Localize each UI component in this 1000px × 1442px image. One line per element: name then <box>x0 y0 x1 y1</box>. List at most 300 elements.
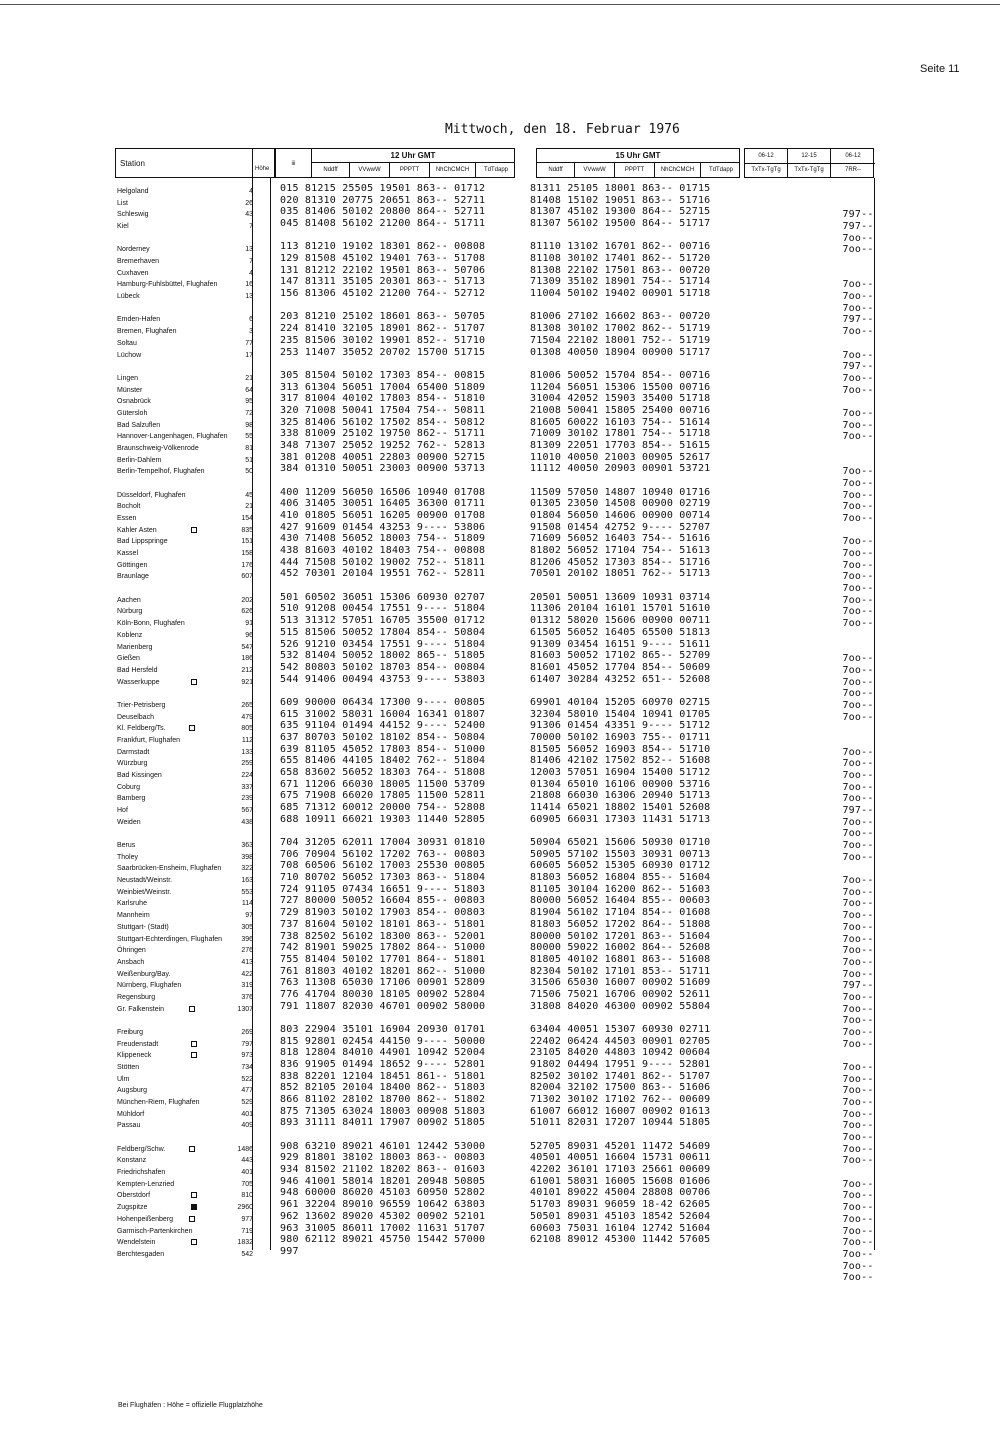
station-name: Berlin-Tempelhof, Flughafen <box>117 468 205 476</box>
station-name: Augsburg <box>117 1087 147 1095</box>
obs-15-row: 71609 56052 16403 754-- 51616 <box>530 533 711 545</box>
station-row <box>117 1167 253 1178</box>
obs-15-row: 81110 13102 16701 862-- 00716 <box>530 241 711 253</box>
station-row <box>117 980 253 991</box>
station-name: Nürnberg, Flughafen <box>117 982 182 990</box>
station-hoehe: 396 <box>241 935 253 943</box>
obs-15-row: 82304 50102 17101 853-- 51711 <box>530 965 711 977</box>
obs-12-row: 035 81406 50102 20800 864-- 52711 <box>280 206 486 218</box>
station-hoehe: 547 <box>241 643 253 651</box>
obs-15-row: 60905 66031 17303 11431 51713 <box>530 813 711 825</box>
extremes-row: 7oo-- <box>842 1248 874 1260</box>
obs-15-row: 21808 66030 16306 20940 51713 <box>530 790 711 802</box>
station-row <box>117 875 253 886</box>
extremes-row: 7oo-- <box>842 699 874 711</box>
extremes-row: 797-- <box>842 221 874 233</box>
hoehe-header-label: Höhe <box>255 166 270 172</box>
station-hoehe: 1486 <box>237 1145 253 1153</box>
station-hoehe: 26 <box>245 199 253 207</box>
station-name: Zugspitze <box>117 1204 148 1212</box>
obs-15-row: 81803 56052 17202 864-- 51808 <box>530 918 711 930</box>
extremes-row: 7oo-- <box>842 302 874 314</box>
sub-tt-label: TxTx-TgTg <box>745 163 788 177</box>
station-row <box>117 747 253 758</box>
obs-12-row: 501 60502 36051 15306 60930 02707 <box>280 591 486 603</box>
obs-15-row: 71309 35102 18901 754-- 51714 <box>530 276 711 288</box>
station-row <box>117 1202 253 1213</box>
station-name: Frankfurt, Flughafen <box>117 736 181 744</box>
extremes-row: 7oo-- <box>842 372 874 384</box>
station-hoehe: 835 <box>241 526 253 534</box>
obs-12-row: 637 80703 50102 18102 854-- 50804 <box>280 731 486 743</box>
obs-12-row: 444 71508 50102 19002 752-- 51811 <box>280 556 486 568</box>
station-row <box>117 653 253 664</box>
obs-15-row: 81308 22102 17501 863-- 00720 <box>530 264 711 276</box>
station-name: Münster <box>117 386 143 394</box>
station-name: Gr. Falkenstein <box>117 1005 165 1013</box>
obs-15-row: 91508 01454 42752 9---- 52707 <box>530 521 711 533</box>
open-square-icon <box>191 527 197 533</box>
obs-15-row: 50501 89031 45103 18542 52604 <box>530 1210 711 1222</box>
obs-12-row: 515 81506 50052 17804 854-- 50804 <box>280 626 486 638</box>
extremes-row: 7oo-- <box>842 875 874 887</box>
station-hoehe: 305 <box>241 923 253 931</box>
obs-15-row: 61407 30284 43252 651-- 52608 <box>530 673 711 685</box>
obs-12-row: 704 31205 62011 17004 30931 01810 <box>280 837 486 849</box>
extremes-row: 7oo-- <box>842 501 874 513</box>
station-hoehe: 479 <box>241 713 253 721</box>
obs-12-row: 609 90000 06434 17300 9---- 00805 <box>280 696 486 708</box>
station-name: Coburg <box>117 783 140 791</box>
extremes-row: 7oo-- <box>842 1108 874 1120</box>
station-hoehe: 1307 <box>237 1005 253 1013</box>
h1215-label: 12-15 <box>788 149 831 164</box>
station-row <box>117 712 253 723</box>
obs-12-row: 203 81210 25102 18601 863-- 50705 <box>280 311 486 323</box>
obs-15-row: 81406 42102 17502 852-- 51608 <box>530 755 711 767</box>
station-row <box>117 1144 253 1155</box>
open-square-icon <box>189 1146 195 1152</box>
obs-15-row: 31004 42052 15903 35400 51718 <box>530 393 711 405</box>
obs-15-row: 20501 50051 13609 10931 03714 <box>530 591 711 603</box>
open-square-icon <box>189 1006 195 1012</box>
obs-12-row: 510 91208 00454 17551 9---- 51804 <box>280 603 486 615</box>
station-row <box>117 1027 253 1038</box>
station-hoehe: 45 <box>245 491 253 499</box>
station-hoehe: 50 <box>245 468 253 476</box>
extremes-row: 7oo-- <box>842 431 874 443</box>
station-name: Nürburg <box>117 608 143 616</box>
station-hoehe: 921 <box>241 678 253 686</box>
obs-15-row: 11004 50102 19402 00901 51718 <box>530 288 711 300</box>
station-hoehe: 705 <box>241 1180 253 1188</box>
obs-15-row: 01304 65010 16106 00900 53716 <box>530 778 711 790</box>
station-row <box>117 1155 253 1166</box>
station-name: Kiel <box>117 223 129 231</box>
extremes-row: 7oo-- <box>842 1062 874 1073</box>
obs-15-row: 81601 45052 17704 854-- 50609 <box>530 661 711 673</box>
station-name: Ansbach <box>117 958 145 966</box>
station-name: Regensburg <box>117 993 156 1001</box>
obs-15-row: 71302 30102 17102 762-- 00609 <box>530 1094 711 1106</box>
station-row <box>117 969 253 980</box>
station-hoehe: 2960 <box>237 1204 253 1212</box>
footer-note: Bei Flughäfen : Höhe = offizielle Flugplatzhöhe <box>118 1402 263 1409</box>
obs-15-row: 81006 27102 16602 863-- 00720 <box>530 311 711 323</box>
extremes-row: 7oo-- <box>842 384 874 396</box>
obs-15-row: 11414 65021 18802 15401 52608 <box>530 802 711 814</box>
station-name: Stuttgart-Echterdingen, Flughafen <box>117 935 223 943</box>
station-hoehe: 154 <box>241 515 253 523</box>
obs-12-row: 776 41704 80030 18105 00902 52804 <box>280 988 486 1000</box>
station-name: Aachen <box>117 596 141 604</box>
obs-15-row: 69901 40104 15205 60970 02715 <box>530 696 711 708</box>
station-hoehe: 319 <box>241 982 253 990</box>
extremes-row: 7oo-- <box>842 688 874 700</box>
obs-15-row: 60603 75031 16104 12742 51604 <box>530 1222 711 1234</box>
station-name: Feldberg/Schw. <box>117 1145 166 1153</box>
obs-15-row: 50905 57102 15503 30931 00713 <box>530 848 711 860</box>
date-line: Mittwoch, den 18. Februar 1976 <box>445 122 680 137</box>
station-name: Friedrichshafen <box>117 1169 166 1177</box>
extremes-row: 7oo-- <box>842 466 874 478</box>
col-nh-15: NhChCMCH <box>655 163 701 177</box>
station-row <box>117 934 253 945</box>
station-row <box>117 420 253 431</box>
obs-15-row: 63404 40051 15307 60930 02711 <box>530 1023 711 1035</box>
sub-tt2-label: TxTx-TgTg <box>788 163 831 177</box>
extremes-row: 7oo-- <box>842 828 874 840</box>
obs-12-row: 338 81009 25102 19750 862-- 51711 <box>280 428 486 440</box>
station-row <box>117 373 253 384</box>
extremes-row: 7oo-- <box>842 232 874 244</box>
station-header-label: Station <box>120 159 145 168</box>
sub-rr-label: 7RR-- <box>845 167 861 173</box>
obs-15-row: 80000 59022 16002 864-- 52608 <box>530 942 711 954</box>
station-row <box>117 244 253 255</box>
obs-15-row: 11010 40050 21003 00905 52617 <box>530 451 711 463</box>
extremes-row: 7oo-- <box>842 793 874 805</box>
station-name: Karlsruhe <box>117 900 147 908</box>
station-name: Essen <box>117 515 137 523</box>
station-name: Braunschweig-Völkenrode <box>117 444 199 452</box>
station-hoehe: 151 <box>241 538 253 546</box>
open-square-icon <box>191 1041 197 1047</box>
iii-rule <box>270 178 271 1250</box>
station-hoehe: 98 <box>245 421 253 429</box>
obs-15-row: 61007 66012 16007 00902 01613 <box>530 1105 711 1117</box>
station-hoehe: 553 <box>241 888 253 896</box>
obs-12-row: 708 60506 56102 17003 25530 00805 <box>280 860 486 872</box>
extremes-row: 7oo-- <box>842 291 874 303</box>
station-row <box>117 186 253 197</box>
station-hoehe: 477 <box>241 1087 253 1095</box>
extremes-row: 7oo-- <box>842 746 874 758</box>
obs-12-row: 946 41001 58014 18201 20948 50805 <box>280 1175 486 1187</box>
obs-12-row: 893 31111 84011 17907 00902 51805 <box>280 1117 486 1129</box>
extremes-row: 7oo-- <box>842 991 874 1003</box>
station-name: Darmstadt <box>117 748 150 756</box>
obs-12-row: 452 70301 20104 19551 762-- 52811 <box>280 568 486 580</box>
station-hoehe: 13 <box>245 293 253 301</box>
obs-12-row: 129 81508 45102 19401 763-- 51708 <box>280 253 486 265</box>
station-hoehe: 7 <box>249 258 253 266</box>
station-name: Cuxhaven <box>117 269 149 277</box>
station-row <box>117 513 253 524</box>
extremes-row: 797-- <box>842 805 874 817</box>
obs-15-row: 81308 30102 17002 862-- 51719 <box>530 323 711 335</box>
obs-15-row: 31506 65030 16007 00902 51609 <box>530 977 711 989</box>
extremes-row: 7oo-- <box>842 910 874 922</box>
gmt12-header <box>275 148 515 178</box>
station-row <box>117 338 253 349</box>
obs-12-row: 727 80000 50052 16604 855-- 00803 <box>280 895 486 907</box>
station-row <box>117 1004 253 1015</box>
station-hoehe: 176 <box>241 561 253 569</box>
obs-15-row: 11509 57050 14807 10940 01716 <box>530 486 711 498</box>
station-name: Bremen, Flughafen <box>117 328 177 336</box>
extremes-row: 7oo-- <box>842 933 874 945</box>
station-name: Hannover-Langenhagen, Flughafen <box>117 433 228 441</box>
obs-12-row: 815 92801 02454 44150 9---- 50000 <box>280 1035 486 1047</box>
obs-15-row: 81105 30104 16200 862-- 51603 <box>530 883 711 895</box>
extremes-row: 7oo-- <box>842 349 874 361</box>
obs-15-row: 51011 82031 17207 10944 51805 <box>530 1117 711 1129</box>
extremes-row: 7oo-- <box>842 606 874 618</box>
station-row <box>117 630 253 641</box>
extremes-row: 7oo-- <box>842 1038 874 1050</box>
station-name: Wendelstein <box>117 1239 156 1247</box>
obs-15-row: 81904 56102 17104 854-- 01608 <box>530 907 711 919</box>
station-name: Kassel <box>117 550 139 558</box>
station-row <box>117 455 253 466</box>
obs-15-row: 82502 30102 17401 862-- 51707 <box>530 1070 711 1082</box>
station-row <box>117 408 253 419</box>
station-name: Soltau <box>117 339 137 347</box>
extremes-row: 7oo-- <box>842 1073 874 1085</box>
station-row <box>117 1109 253 1120</box>
obs-12-row: 615 31002 58031 16004 16341 01807 <box>280 708 486 720</box>
col-vvwww-15: VVwwW <box>575 163 615 177</box>
station-row <box>117 642 253 653</box>
obs-12-row: 729 81903 50102 17903 854-- 00803 <box>280 907 486 919</box>
obs-12-row: 147 81311 35105 20301 863-- 51713 <box>280 276 486 288</box>
station-hoehe: 3 <box>249 328 253 336</box>
obs-12-row: 313 61304 56051 17004 65400 51809 <box>280 381 486 393</box>
station-hoehe: 443 <box>241 1157 253 1165</box>
obs-12-row: 045 81408 56102 21200 864-- 51711 <box>280 218 486 230</box>
extremes-row: 7oo-- <box>842 1213 874 1225</box>
station-row <box>117 957 253 968</box>
obs-15-row: 32304 58010 15404 10941 01705 <box>530 708 711 720</box>
station-name: Freudenstadt <box>117 1040 159 1048</box>
station-hoehe: 43 <box>245 211 253 219</box>
station-name: Düsseldorf, Flughafen <box>117 491 186 499</box>
station-row <box>117 805 253 816</box>
obs-15-row: 61001 58031 16005 15608 01606 <box>530 1175 711 1187</box>
obs-15-row: 01804 56050 14606 00900 00714 <box>530 510 711 522</box>
obs-12-row: 655 81406 44105 18402 762-- 51804 <box>280 755 486 767</box>
station-hoehe: 265 <box>241 701 253 709</box>
station-row <box>117 863 253 874</box>
station-hoehe: 51 <box>245 456 253 464</box>
station-name: Trier-Petrisberg <box>117 701 166 709</box>
station-hoehe: 21 <box>245 503 253 511</box>
obs-15-row: 81307 56102 19500 864-- 51717 <box>530 218 711 230</box>
extremes-row: 7oo-- <box>842 1202 874 1214</box>
col-vvwww-12: VVwwW <box>350 163 390 177</box>
station-row <box>117 1249 253 1260</box>
station-hoehe: 4 <box>249 269 253 277</box>
station-row <box>117 396 253 407</box>
obs-15-row: 01312 58020 15606 00900 00711 <box>530 615 711 627</box>
station-row <box>117 536 253 547</box>
obs-15-row: 70000 50102 16903 755-- 01711 <box>530 731 711 743</box>
station-hoehe: 16 <box>245 281 253 289</box>
obs-12-row: 929 81801 38102 18003 863-- 00803 <box>280 1152 486 1164</box>
station-name: Hamburg-Fuhlsbüttel, Flughafen <box>117 281 218 289</box>
station-header <box>115 148 275 178</box>
station-row <box>117 1062 253 1073</box>
extremes-row: 7oo-- <box>842 1120 874 1132</box>
open-square-icon <box>191 1192 197 1198</box>
station-hoehe: 21 <box>245 374 253 382</box>
hoehe-divider <box>252 149 253 177</box>
station-hoehe: 55 <box>245 433 253 441</box>
station-name: Ulm <box>117 1075 130 1083</box>
station-hoehe: 607 <box>241 573 253 581</box>
station-name: Braunlage <box>117 573 149 581</box>
station-hoehe: 239 <box>241 795 253 803</box>
open-square-icon <box>191 1239 197 1245</box>
station-row <box>117 1237 253 1248</box>
obs-15-row: 11306 20104 16101 15701 51610 <box>530 603 711 615</box>
obs-15-row: 31808 84020 46300 00902 55804 <box>530 1000 711 1012</box>
extremes-row: 7oo-- <box>842 1225 874 1237</box>
station-name: Deuselbach <box>117 713 154 721</box>
obs-15-row: 81311 25105 18001 863-- 01715 <box>530 183 711 194</box>
station-row <box>117 595 253 606</box>
extremes-row: 7oo-- <box>842 816 874 828</box>
station-row <box>117 922 253 933</box>
obs-15-row: 62108 89012 45300 11442 57605 <box>530 1234 711 1246</box>
extremes-row: 7oo-- <box>842 1260 874 1272</box>
extremes-row: 7oo-- <box>842 1178 874 1190</box>
station-name: Hof <box>117 807 128 815</box>
obs-12-row: 113 81210 19102 18301 862-- 00808 <box>280 241 486 253</box>
extremes-row: 7oo-- <box>842 653 874 665</box>
station-row <box>117 700 253 711</box>
extremes-row: 7oo-- <box>842 1132 874 1144</box>
col-pppt-15: PPPTT <box>615 163 655 177</box>
extremes-row: 7oo-- <box>842 478 874 489</box>
obs-12-row: 742 81901 59025 17802 864-- 51000 <box>280 942 486 954</box>
station-hoehe: 363 <box>241 842 253 850</box>
obs-12-row: 706 70904 56102 17202 763-- 00803 <box>280 848 486 860</box>
h0612-label: 06-12 <box>745 149 788 164</box>
obs-12-row: 948 60000 86020 45103 60950 52802 <box>280 1187 486 1199</box>
station-name: Oberstdorf <box>117 1192 151 1200</box>
obs-15-row: 71504 22102 18001 752-- 51719 <box>530 334 711 346</box>
station-name: Weißenburg/Bay. <box>117 970 171 978</box>
obs-15-row: 81605 60022 16103 754-- 51614 <box>530 416 711 428</box>
station-name: Klippeneck <box>117 1052 152 1060</box>
extremes-row: 7oo-- <box>842 548 874 560</box>
obs-15-row: 81309 22051 17703 854-- 51615 <box>530 439 711 451</box>
obs-15-row: 91306 01454 43351 9---- 51712 <box>530 720 711 732</box>
station-hoehe: 212 <box>241 666 253 674</box>
obs-12-row: 639 81105 45052 17803 854-- 51000 <box>280 743 486 755</box>
station-hoehe: 438 <box>241 818 253 826</box>
station-name: Neustadt/Weinstr. <box>117 877 173 885</box>
station-row <box>117 1074 253 1085</box>
station-name: Hohenpeißenberg <box>117 1215 174 1223</box>
station-row <box>117 198 253 209</box>
station-hoehe: 269 <box>241 1028 253 1036</box>
obs-15-row: 80000 56052 16404 855-- 00603 <box>530 895 711 907</box>
station-name: Marienberg <box>117 643 153 651</box>
obs-15-row: 81505 56052 16903 854-- 51710 <box>530 743 711 755</box>
obs-15-row: 81307 45102 19300 864-- 52715 <box>530 206 711 218</box>
extremes-row: 7oo-- <box>842 1026 874 1038</box>
station-name: Öhringen <box>117 947 146 955</box>
extremes-row: 7oo-- <box>842 594 874 606</box>
station-hoehe: 163 <box>241 877 253 885</box>
obs-12-row: 818 12804 84010 44901 10942 52004 <box>280 1047 486 1059</box>
obs-15-row: 81108 30102 17401 862-- 51720 <box>530 253 711 265</box>
station-row <box>117 1190 253 1201</box>
station-hoehe: 7 <box>249 223 253 231</box>
obs-12-row: 348 71307 25052 19252 762-- 52813 <box>280 439 486 451</box>
station-hoehe: 805 <box>241 725 253 733</box>
obs-15-row: 91802 04494 17951 9---- 52801 <box>530 1059 711 1070</box>
station-row <box>117 548 253 559</box>
station-hoehe: 977 <box>241 1215 253 1223</box>
station-hoehe: 72 <box>245 409 253 417</box>
station-hoehe: 522 <box>241 1075 253 1083</box>
station-row <box>117 256 253 267</box>
station-row <box>117 945 253 956</box>
obs-12-row: 305 81504 50102 17303 854-- 00815 <box>280 369 486 381</box>
station-hoehe: 401 <box>241 1169 253 1177</box>
obs-15-row: 61505 56052 16405 65500 51813 <box>530 626 711 638</box>
obs-12-row: 671 11206 66030 18005 11500 53709 <box>280 778 486 790</box>
obs-12-row: 542 80803 50102 18703 854-- 00804 <box>280 661 486 673</box>
station-row <box>117 1039 253 1050</box>
obs-15-row: 40101 89022 45004 28808 00706 <box>530 1187 711 1199</box>
obs-12-row: 791 11807 82030 46701 00902 58000 <box>280 1000 486 1012</box>
obs-12-row: 963 31005 86011 17002 11631 51707 <box>280 1222 486 1234</box>
station-row <box>117 279 253 290</box>
station-hoehe: 91 <box>245 620 253 628</box>
station-name: Weiden <box>117 818 141 826</box>
obs-15-row: 11112 40050 20903 00901 53721 <box>530 463 711 475</box>
station-name: Konstanz <box>117 1157 147 1165</box>
station-row <box>117 1226 253 1237</box>
station-name: Schleswig <box>117 211 149 219</box>
obs-12-row: 737 81604 50102 18101 863-- 51801 <box>280 918 486 930</box>
col-td-12: TdTdapp <box>483 167 508 173</box>
station-hoehe: 542 <box>241 1250 253 1258</box>
obs-12-row: 875 71305 63024 18003 00908 51803 <box>280 1105 486 1117</box>
extremes-row: 797-- <box>842 361 874 373</box>
station-row <box>117 793 253 804</box>
obs-12-row: 688 10911 66021 19303 11440 52805 <box>280 813 486 825</box>
extremes-row: 7oo-- <box>842 676 874 688</box>
station-hoehe: 973 <box>241 1052 253 1060</box>
obs-12-row: 755 81404 50102 17701 864-- 51801 <box>280 953 486 965</box>
extremes-row: 7oo-- <box>842 851 874 863</box>
